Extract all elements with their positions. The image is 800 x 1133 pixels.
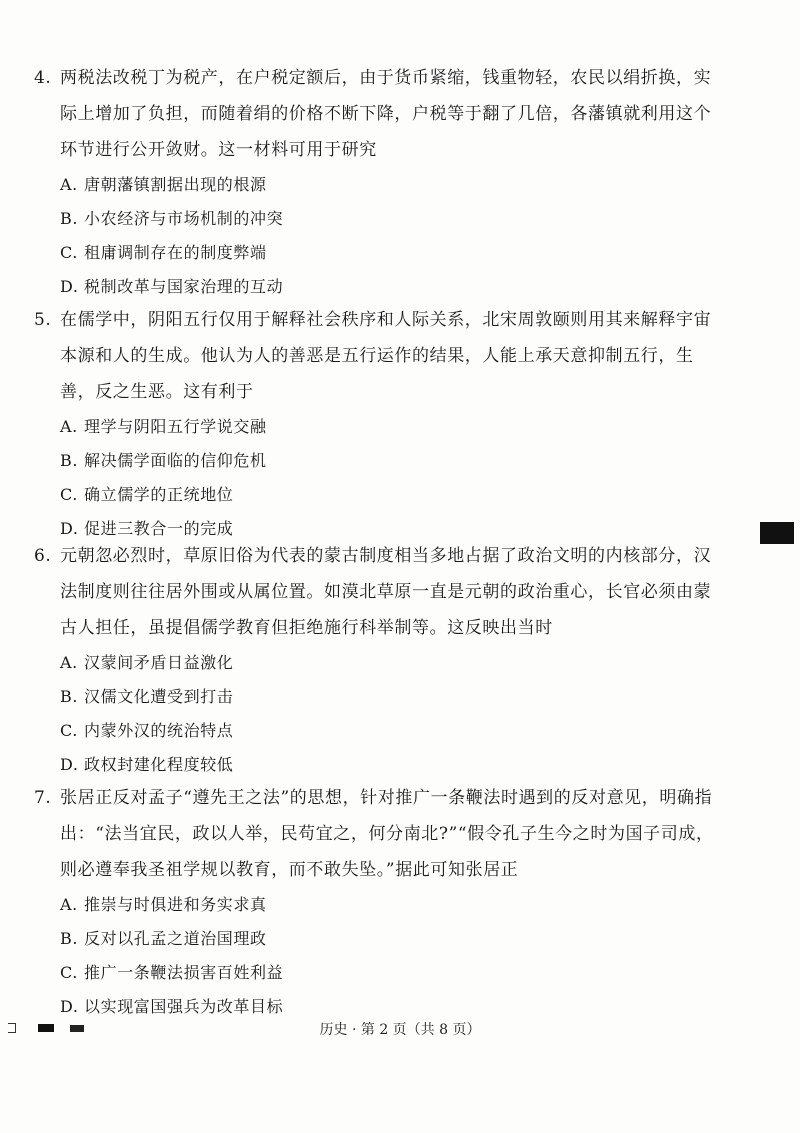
option-letter: D. bbox=[60, 755, 79, 774]
option-letter: C. bbox=[60, 721, 78, 740]
option-text: 政权封建化程度较低 bbox=[84, 755, 234, 774]
option-letter: D. bbox=[60, 519, 79, 538]
option-text: 确立儒学的正统地位 bbox=[84, 485, 234, 504]
question-stem bbox=[34, 302, 724, 410]
question-number: 4. bbox=[34, 68, 52, 88]
question-stem bbox=[34, 60, 724, 168]
option-text: 以实现富国强兵为改革目标 bbox=[84, 997, 284, 1016]
option-c bbox=[34, 236, 724, 270]
question-number: 5. bbox=[34, 310, 52, 330]
option-b bbox=[34, 444, 724, 478]
option-letter: A. bbox=[60, 895, 78, 914]
question-text: 张居正反对孟子“遵先王之法”的思想，针对推广一条鞭法时遇到的反对意见，明确指出：“法当宜民，政以人举，民苟宜之，何分南北?”“假令孔子生今之时为国子司成，则必遵奉我圣祖学规以教育，而不敢失坠。”据此可知张居正 bbox=[60, 788, 714, 880]
option-letter: D. bbox=[60, 277, 79, 296]
option-b bbox=[34, 202, 724, 236]
option-text: 内蒙外汉的统治特点 bbox=[84, 721, 234, 740]
option-text: 推崇与时俱进和务实求真 bbox=[84, 895, 267, 914]
option-letter: C. bbox=[60, 243, 78, 262]
option-text: 解决儒学面临的信仰危机 bbox=[84, 451, 267, 470]
option-text: 推广一条鞭法损害百姓利益 bbox=[84, 963, 284, 982]
option-a bbox=[34, 168, 724, 202]
option-a bbox=[34, 888, 724, 922]
option-letter: C. bbox=[60, 485, 78, 504]
option-text: 唐朝藩镇割据出现的根源 bbox=[84, 175, 267, 194]
question-number: 6. bbox=[34, 546, 52, 566]
option-letter: A. bbox=[60, 417, 78, 436]
option-text: 汉蒙间矛盾日益激化 bbox=[84, 653, 234, 672]
question-stem bbox=[34, 780, 724, 888]
option-letter: D. bbox=[60, 997, 79, 1016]
option-d bbox=[34, 748, 724, 782]
option-text: 税制改革与国家治理的互动 bbox=[84, 277, 284, 296]
option-d bbox=[34, 270, 724, 304]
question-text: 在儒学中，阴阳五行仅用于解释社会秩序和人际关系，北宋周敦颐则用其来解释宇宙本源和人的生成。他认为人的善恶是五行运作的结果，人能上承天意抑制五行，生善，反之生恶。这有利于 bbox=[60, 310, 712, 402]
side-registration-mark bbox=[760, 522, 794, 544]
question-text: 元朝忽必烈时，草原旧俗为代表的蒙古制度相当多地占据了政治文明的内核部分，汉法制度则往往居外围或从属位置。如漠北草原一直是元朝的政治重心，长官必须由蒙古人担任，虽提倡儒学教育但拒绝施行科举制等。这反映出当时 bbox=[60, 546, 712, 638]
page-number-label: 历史 · 第 2 页（共 8 页） bbox=[319, 1022, 481, 1038]
option-text: 理学与阴阳五行学说交融 bbox=[84, 417, 267, 436]
option-letter: B. bbox=[60, 451, 79, 470]
option-c bbox=[34, 478, 724, 512]
option-c bbox=[34, 956, 724, 990]
option-letter: B. bbox=[60, 687, 79, 706]
question-5 bbox=[34, 302, 724, 546]
question-7 bbox=[34, 780, 724, 1024]
option-c bbox=[34, 714, 724, 748]
option-a bbox=[34, 646, 724, 680]
option-a bbox=[34, 410, 724, 444]
option-letter: A. bbox=[60, 175, 78, 194]
question-stem bbox=[34, 538, 724, 646]
option-letter: C. bbox=[60, 963, 78, 982]
option-letter: A. bbox=[60, 653, 78, 672]
option-b bbox=[34, 680, 724, 714]
option-letter: B. bbox=[60, 929, 79, 948]
question-4 bbox=[34, 60, 724, 304]
option-b bbox=[34, 922, 724, 956]
option-text: 租庸调制存在的制度弊端 bbox=[84, 243, 267, 262]
option-text: 促进三教合一的完成 bbox=[84, 519, 234, 538]
option-text: 反对以孔孟之道治国理政 bbox=[84, 929, 267, 948]
question-number: 7. bbox=[34, 788, 52, 808]
option-text: 汉儒文化遭受到打击 bbox=[84, 687, 234, 706]
page-footer bbox=[0, 1018, 800, 1042]
option-text: 小农经济与市场机制的冲突 bbox=[84, 209, 284, 228]
question-text: 两税法改税丁为税产，在户税定额后，由于货币紧缩，钱重物轻，农民以绢折换，实际上增加了负担，而随着绢的价格不断下降，户税等于翻了几倍，各藩镇就利用这个环节进行公开敛财。这一材料可用于研究 bbox=[60, 68, 712, 160]
option-letter: B. bbox=[60, 209, 79, 228]
question-6 bbox=[34, 538, 724, 782]
